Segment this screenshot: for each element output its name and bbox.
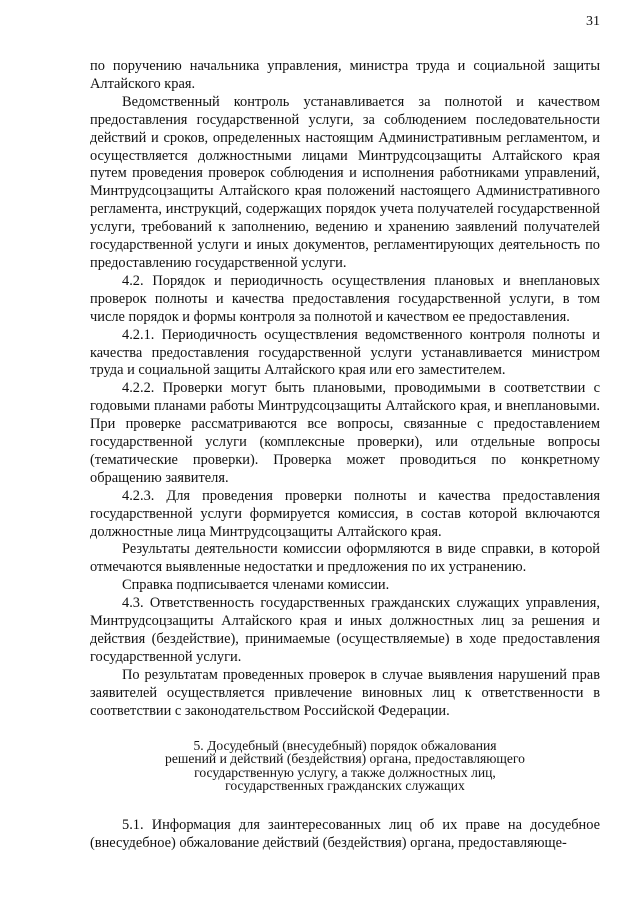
paragraph-4-2-3: 4.2.3. Для проведения проверки полноты и качества предоставления государственной услуги формируется комиссия, в состав которой включаются должностные лица Минтрудсоцзащиты Алтайского края.	[90, 487, 600, 540]
paragraph-4-3: 4.3. Ответственность государственных гражданских служащих управления, Минтрудсоцзащиты Алтайского края и иных должностных лиц за решения и действия (бездействие), принимаемые (осуществляемые) в ходе предоставления государственной услуги.	[90, 595, 600, 665]
section-title-line: государственных гражданских служащих	[225, 778, 465, 794]
paragraph-continuation: по поручению начальника управления, министра труда и социальной защиты Алтайского края.	[90, 58, 600, 92]
paragraph-4-2-1: 4.2.1. Периодичность осуществления ведомственного контроля полноты и качества предоставления государственной услуги устанавливается министром труда и социальной защиты Алтайского края или его заместителем.	[90, 326, 600, 379]
section-title-line: решений и действий (бездействия) органа, предоставляющего	[165, 751, 525, 767]
page-number: 31	[586, 14, 600, 29]
section-title-line: государственную услугу, а также должностных лиц,	[194, 764, 496, 780]
paragraph-liability: По результатам проведенных проверок в случае выявления нарушений прав заявителей осуществляется привлечение виновных лиц к ответственности в соответствии с законодательством Российской Федерации.	[90, 666, 600, 719]
document-body	[90, 58, 600, 853]
paragraph-commission-results: Результаты деятельности комиссии оформляются в виде справки, в которой отмечаются выявленные недостатки и предложения по их устранению.	[90, 541, 600, 576]
paragraph-5-1: 5.1. Информация для заинтересованных лиц об их праве на досудебное (внесудебное) обжалование действий (бездействия) органа, предоставляюще-	[90, 816, 600, 851]
paragraph-report-signing: Справка подписывается членами комиссии.	[122, 577, 390, 594]
paragraph-4-2-2: 4.2.2. Проверки могут быть плановыми, проводимыми в соответствии с годовыми планами работы Минтрудсоцзащиты Алтайского края, и внеплановыми. При проверке рассматриваются все вопросы, связанные с предоставлением государственной услуги (комплексные проверки), или отдельные вопросы (тематические проверки). Проверка может проводиться по конкретному обращению заявителя.	[90, 380, 600, 486]
paragraph-4-2: 4.2. Порядок и периодичность осуществления плановых и внеплановых проверок полноты и качества предоставления государственной услуги, в том числе порядок и формы контроля за полнотой и качеством ее предоставления.	[90, 272, 600, 325]
section-title-line: 5. Досудебный (внесудебный) порядок обжалования	[193, 737, 497, 753]
paragraph-departmental-control: Ведомственный контроль устанавливается за полнотой и качеством предоставления государственной услуги, за соблюдением последовательности действий и сроков, определенных настоящим Административным регламентом, и осуществляется должностными лицами Минтрудсоцзащиты Алтайского края путем проведения проверок соблюдения и исполнения работниками управлений, Минтрудсоцзащиты Алтайского края положений настоящего Административного регламента, инструкций, содержащих порядок учета получателей государственной услуги, требований к заполнению, ведению и хранению заявлений получателей государственной услуги и иных документов, регламентирующих деятельность по предоставлению государственной услуги.	[90, 93, 600, 271]
section-5-title	[90, 739, 600, 793]
